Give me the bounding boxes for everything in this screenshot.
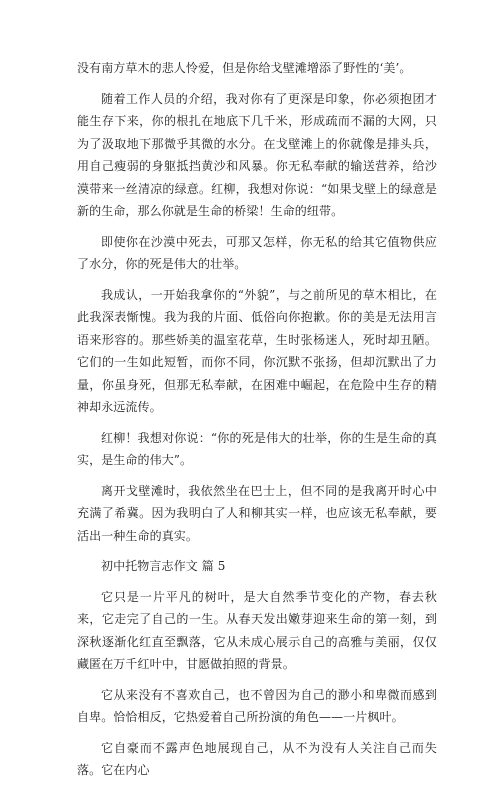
section-heading: 初中托物言志作文 篇 5 — [101, 559, 226, 573]
paragraph-6: 离开戈壁滩时，我依然坐在巴士上，但不同的是我离开时心中充满了希冀。因为我明白了人和柳其实一样，也应该无私奉献，要活出一种生命的真实。 — [77, 483, 437, 543]
paragraph-1: 没有南方草木的悲人怜爱，但是你给戈壁滩增添了野性的‘美’。 — [77, 61, 412, 75]
section-paragraph-2: 它从来没有不喜欢自己，也不曾因为自己的渺小和卑微而感到自卑。恰恰相反，它热爱着自己所扮演的角色——一片枫叶。 — [77, 687, 437, 724]
paragraph-5: 红柳！我想对你说：“你的死是伟大的壮举，你的生是生命的真实，是生命的伟大”。 — [77, 430, 437, 467]
paragraph-2: 随着工作人员的介绍，我对你有了更深是印象，你必须抱团才能生存下来，你的根扎在地底下几千米，形成疏而不漏的大网，只为了汲取地下那微乎其微的水分。在戈壁滩上的你就像是排头兵，用自己瘦弱的身躯抵挡黄沙和风暴。你无私奉献的输送营养，给沙漠带来一丝清凉的绿意。红柳，我想对你说：“如果戈壁上的绿意是新的生命，那么你就是生命的桥梁！生命的纽带。 — [77, 91, 437, 218]
paragraph-3: 即使你在沙漠中死去，可那又怎样，你无私的给其它值物供应了水分，你的死是伟大的壮举。 — [77, 234, 437, 271]
paragraph-4: 我成认，一开始我拿你的“外貌”，与之前所见的草木相比，在此我深表惭愧。我为我的片面、低俗向你抱歉。你的美是无法用言语来形容的。那些娇美的温室花草，生时张杨迷人，死时却丑陋。它们的一生如此短暂，而你不同，你沉默不张扬，但却沉默出了力量，你虽身死，但那无私奉献，在困难中崛起，在危险中生存的精神却永远流传。 — [77, 287, 437, 414]
article-body — [77, 57, 437, 790]
section-paragraph-1: 它只是一片平凡的树叶，是大自然季节变化的产物，春去秋来，它走完了自己的一生。从春天发出嫩芽迎来生命的第一刻，到深秋逐渐化红直至飘落，它从未成心展示自己的高雅与美丽，仅仅藏匿在万千红叶中，甘愿做拍照的背景。 — [77, 589, 437, 671]
section-paragraph-3: 它自豪而不露声色地展现自己，从不为没有人关注自己而失落。它在内心 — [77, 740, 437, 777]
